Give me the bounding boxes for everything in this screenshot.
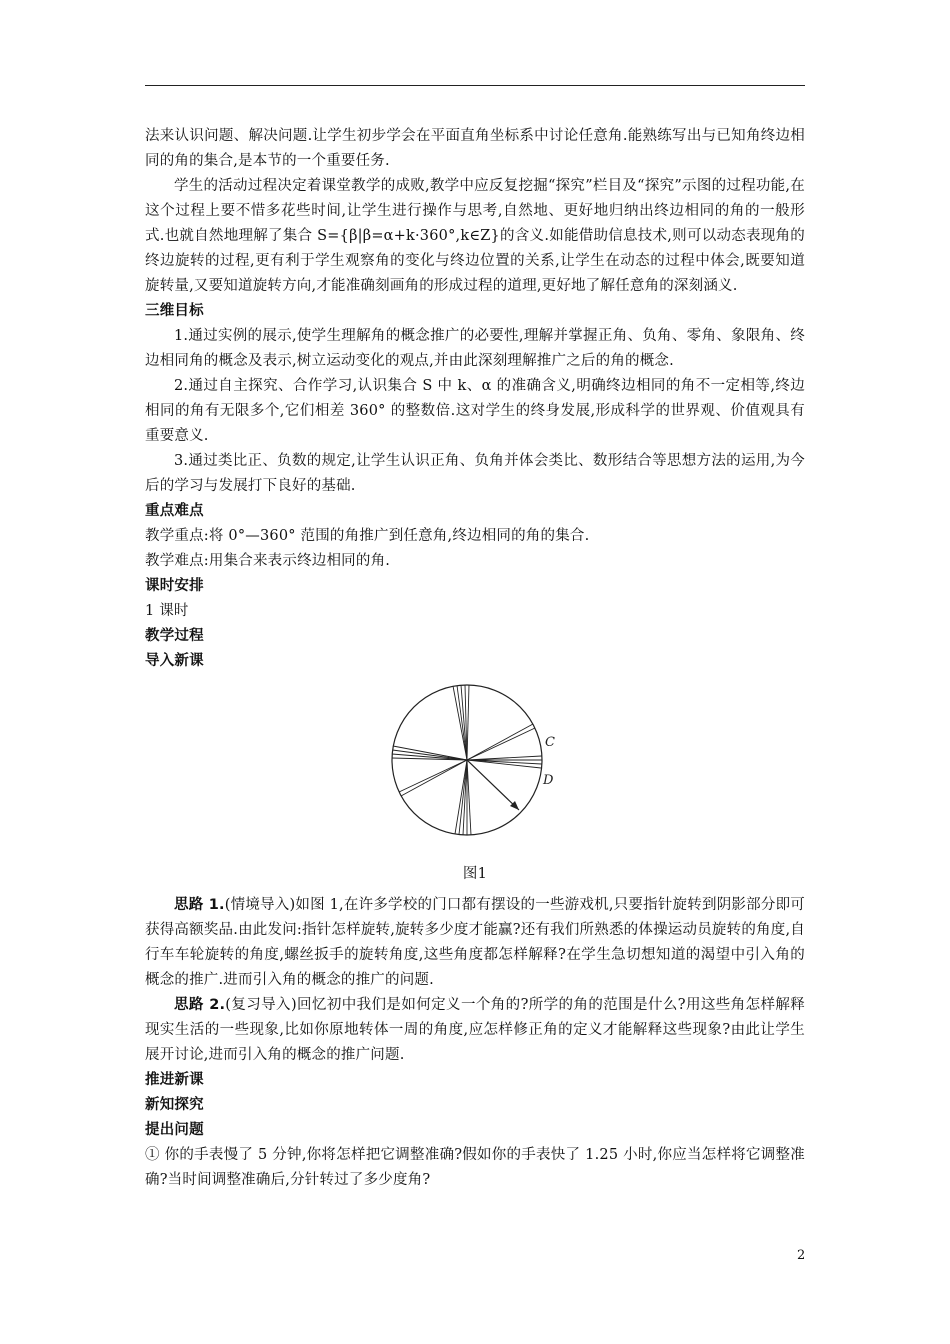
heading-process: 教学过程 [145, 628, 204, 644]
goal-item-3: 3.通过类比正、负数的规定,让学生认识正角、负角并体会类比、数形结合等思想方法的运用,为今后的学习与发展打下良好的基础. [145, 453, 805, 494]
heading-advance: 推进新课 [145, 1072, 204, 1088]
thought-2-label: 思路 2. [174, 997, 226, 1013]
pointer-needle [467, 760, 519, 810]
key-focus: 教学重点:将 0°—360° 范围的角推广到任意角,终边相同的角的集合. [145, 528, 590, 544]
heading-goals: 三维目标 [145, 303, 204, 319]
paragraph-continuation: 法来认识问题、解决问题.让学生初步学会在平面直角坐标系中讨论任意角.能熟练写出与已知角终边相同的角的集合,是本节的一个重要任务. [145, 128, 805, 169]
heading-key-points: 重点难点 [145, 503, 204, 519]
thought-2-text: (复习导入)回忆初中我们是如何定义一个角的?所学的角的范围是什么?用这些角怎样解释现实生活的一些现象,比如你原地转体一周的角度,应怎样修正角的定义才能解释这些现象?由此让学生展开讨论,进而引入角的概念的推广问题. [145, 997, 805, 1063]
page-content [145, 124, 805, 1193]
heading-explore: 新知探究 [145, 1097, 204, 1113]
thought-2 [145, 993, 805, 1068]
shaded-sectors [392, 685, 542, 835]
header-rule [145, 85, 805, 86]
schedule-value: 1 课时 [145, 603, 189, 619]
label-d: D [543, 773, 554, 788]
goal-item-2: 2.通过自主探究、合作学习,认识集合 S 中 k、α 的准确含义,明确终边相同的角不一定相等,终边相同的角有无限多个,它们相差 360° 的整数倍.这对学生的终身发展,形成科学的世界观、价值观具有重要意义. [145, 378, 805, 444]
goal-item-1: 1.通过实例的展示,使学生理解角的概念推广的必要性,理解并掌握正角、负角、零角、象限角、终边相同角的概念及表示,树立运动变化的观点,并由此深刻理解推广之后的角的概念. [145, 328, 805, 369]
key-difficulty: 教学难点:用集合来表示终边相同的角. [145, 553, 391, 569]
paragraph-activity: 学生的活动过程决定着课堂教学的成败,教学中应反复挖掘“探究”栏目及“探究”示图的过程功能,在这个过程上要不惜多花些时间,让学生进行操作与思考,自然地、更好地归纳出终边相同的角的一般形式.也就自然地理解了集合 S={β|β=α+k·360°,k∈Z}的含义.如能借助信息技术,则可以动态表现角的终边旋转的过程,更有利于学生观察角的变化与终边位置的关系,让学生在动态的过程中体会,既要知道旋转量,又要知道旋转方向,才能准确刻画角的形成过程的道理,更好地了解任意角的深刻涵义. [145, 178, 805, 294]
thought-1-label: 思路 1. [174, 897, 225, 913]
page-number: 2 [797, 1248, 806, 1263]
spinner-figure [385, 680, 565, 840]
thought-1 [145, 893, 805, 993]
heading-schedule: 课时安排 [145, 578, 204, 594]
label-c: C [545, 735, 556, 750]
heading-question: 提出问题 [145, 1122, 204, 1138]
thought-1-text: (情境导入)如图 1,在许多学校的门口都有摆设的一些游戏机,只要指针旋转到阴影部分即可获得高额奖品.由此发问:指针怎样旋转,旋转多少度才能赢?还有我们所熟悉的体操运动员旋转的角度,自行车车轮旋转的角度,螺丝扳手的旋转角度,这些角度都怎样解释?在学生急切想知道的渴望中引入角的概念的推广.进而引入角的概念的推广的问题. [145, 897, 805, 988]
heading-intro: 导入新课 [145, 653, 204, 669]
question-1: ① 你的手表慢了 5 分钟,你将怎样把它调整准确?假如你的手表快了 1.25 小时,你应当怎样将它调整准确?当时间调整准确后,分针转过了多少度角? [145, 1147, 805, 1188]
figure-caption: 图1 [462, 866, 488, 882]
